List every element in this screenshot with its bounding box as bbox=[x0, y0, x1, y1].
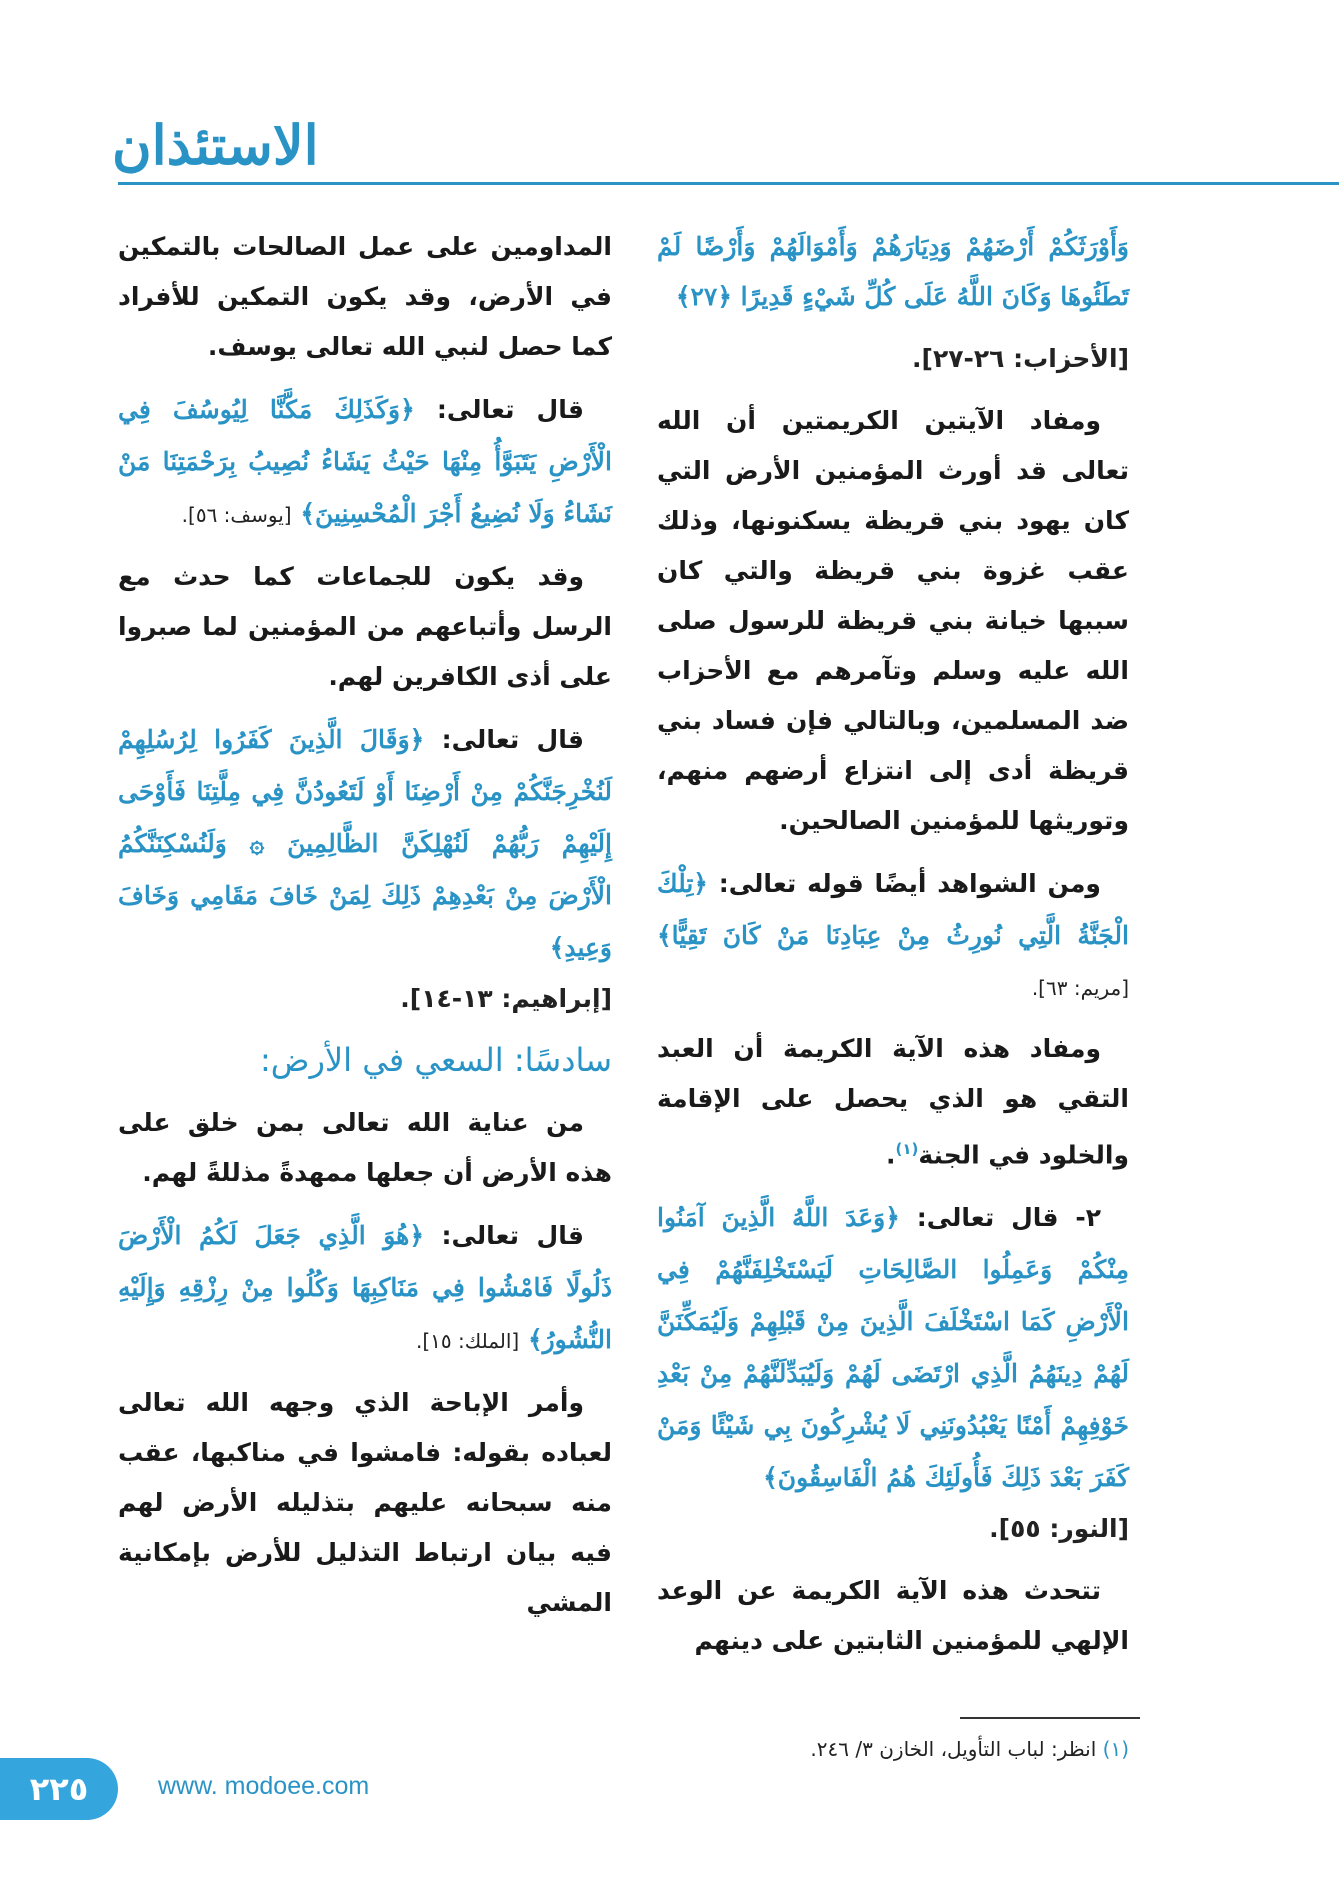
paragraph-text: وأمر الإباحة الذي وجهه الله تعالى لعباده بقوله: فامشوا في مناكبها، عقب منه سبحانه عليهم بتذليله الأرض لهم فيه بيان ارتباط التذليل للأرض بإمكانية المشي bbox=[118, 1388, 612, 1617]
header-rule bbox=[118, 182, 1339, 185]
paragraph-text: ومفاد هذه الآية الكريمة أن العبد التقي هو الذي يحصل على الإقامة والخلود في الجنة bbox=[657, 1034, 1129, 1170]
paragraph bbox=[657, 1192, 1129, 1504]
left-column bbox=[118, 222, 612, 1640]
page-number: ٢٢٥ bbox=[0, 1758, 118, 1820]
footnote-text: انظر: لباب التأويل، الخازن ٣/ ٢٤٦. bbox=[810, 1737, 1097, 1761]
paragraph-text: ٢- قال تعالى: bbox=[916, 1203, 1101, 1233]
footnote-marker[interactable]: (١) bbox=[895, 1140, 919, 1158]
footnote-number: (١) bbox=[1102, 1737, 1129, 1761]
paragraph bbox=[118, 222, 612, 372]
page-title: الاستئذان bbox=[112, 113, 319, 177]
paragraph bbox=[118, 384, 612, 540]
verse-reference: [الأحزاب: ٢٦-٢٧]. bbox=[912, 344, 1129, 373]
paragraph bbox=[657, 396, 1129, 846]
verse-reference: [مريم: ٦٣]. bbox=[1031, 976, 1129, 1000]
quran-verse: ﴿وَكَذَلِكَ مَكَّنَّا لِيُوسُفَ فِي الْأَرْضِ يَتَبَوَّأُ مِنْهَا حَيْثُ يَشَاءُ نُصِيبُ بِرَحْمَتِنَا مَنْ نَشَاءُ وَلَا نُضِيعُ أَجْرَ الْمُحْسِنِينَ﴾ bbox=[118, 395, 612, 528]
paragraph-text: قال تعالى: bbox=[441, 1221, 584, 1250]
verse-reference: [إبراهيم: ١٣-١٤]. bbox=[400, 984, 612, 1013]
paragraph-text: تتحدث هذه الآية الكريمة عن الوعد الإلهي للمؤمنين الثابتين على دينهم bbox=[657, 1576, 1129, 1656]
paragraph bbox=[118, 714, 612, 974]
paragraph-text: من عناية الله تعالى بمن خلق على هذه الأرض أن جعلها ممهدةً مذللةً لهم. bbox=[118, 1108, 612, 1187]
paragraph bbox=[118, 1098, 612, 1198]
website-url[interactable]: www. modoee.com bbox=[158, 1772, 370, 1800]
verse-reference: [يوسف: ٥٦]. bbox=[181, 503, 292, 527]
paragraph-text: وقد يكون للجماعات كما حدث مع الرسل وأتباعهم من المؤمنين لما صبروا على أذى الكافرين لهم. bbox=[118, 562, 612, 691]
verse-reference: [النور: ٥٥]. bbox=[989, 1514, 1129, 1544]
quran-verse: ﴿هُوَ الَّذِي جَعَلَ لَكُمُ الْأَرْضَ ذَلُولًا فَامْشُوا فِي مَنَاكِبِهَا وَكُلُوا مِنْ رِزْقِهِ وَإِلَيْهِ النُّشُورُ﴾ bbox=[118, 1221, 612, 1354]
paragraph bbox=[118, 1210, 612, 1366]
paragraph bbox=[657, 858, 1129, 1012]
paragraph-text: قال تعالى: bbox=[441, 725, 584, 754]
verse-reference: [الملك: ١٥]. bbox=[415, 1329, 520, 1353]
paragraph-text: ومفاد الآيتين الكريمتين أن الله تعالى قد أورث المؤمنين الأرض التي كان يهود بني قريظة يسكنونها، وذلك عقب غزوة بني قريظة والتي كان سببها خيانة بني قريظة للرسول صلى الله عليه وسلم وتآمرهم مع الأحزاب ضد المسلمين، وبالتالي فإن فساد بني قريظة أدى إلى انتزاع أرضهم منهم، وتوريثها للمؤمنين الصالحين. bbox=[657, 406, 1129, 835]
footnote-rule bbox=[960, 1717, 1140, 1719]
quran-verse: ﴿تِلْكَ الْجَنَّةُ الَّتِي نُورِثُ مِنْ عِبَادِنَا مَنْ كَانَ تَقِيًّا﴾ bbox=[657, 869, 1129, 950]
paragraph bbox=[657, 1566, 1129, 1666]
section-heading: سادسًا: السعي في الأرض: bbox=[260, 1041, 612, 1079]
right-column bbox=[657, 222, 1129, 1678]
quran-verse: وَأَوْرَثَكُمْ أَرْضَهُمْ وَدِيَارَهُمْ وَأَمْوَالَهُمْ وَأَرْضًا لَمْ تَطَئُوهَا وَكَانَ اللَّهُ عَلَى كُلِّ شَيْءٍ قَدِيرًا ﴿٢٧﴾ bbox=[657, 232, 1129, 311]
paragraph-text: قال تعالى: bbox=[436, 395, 585, 424]
quran-verse: ﴿وَعَدَ اللَّهُ الَّذِينَ آمَنُوا مِنْكُمْ وَعَمِلُوا الصَّالِحَاتِ لَيَسْتَخْلِفَنَّهُمْ فِي الْأَرْضِ كَمَا اسْتَخْلَفَ الَّذِينَ مِنْ قَبْلِهِمْ وَلَيُمَكِّنَنَّ لَهُمْ دِينَهُمُ الَّذِي ارْتَضَى لَهُمْ وَلَيُبَدِّلَنَّهُمْ مِنْ بَعْدِ خَوْفِهِمْ أَمْنًا يَعْبُدُونَنِي لَا يُشْرِكُونَ بِي شَيْئًا وَمَنْ كَفَرَ بَعْدَ ذَلِكَ فَأُولَئِكَ هُمُ الْفَاسِقُونَ﴾ bbox=[657, 1203, 1130, 1493]
paragraph bbox=[118, 552, 612, 702]
quran-verse: ﴿وَقَالَ الَّذِينَ كَفَرُوا لِرُسُلِهِمْ لَنُخْرِجَنَّكُمْ مِنْ أَرْضِنَا أَوْ لَتَعُودُنَّ فِي مِلَّتِنَا فَأَوْحَى إِلَيْهِمْ رَبُّهُمْ لَنُهْلِكَنَّ الظَّالِمِينَ ۞ وَلَنُسْكِنَنَّكُمُ الْأَرْضَ مِنْ بَعْدِهِمْ ذَلِكَ لِمَنْ خَافَ مَقَامِي وَخَافَ وَعِيدِ﴾ bbox=[118, 725, 612, 962]
paragraph bbox=[118, 1378, 612, 1628]
paragraph: ومفاد هذه الآية الكريمة أن العبد التقي هو الذي يحصل على الإقامة والخلود في الجنة$^{(١)}$. bbox=[657, 1034, 1129, 1170]
paragraph-text: المداومين على عمل الصالحات بالتمكين في الأرض، وقد يكون التمكين للأفراد كما حصل لنبي الله تعالى يوسف. bbox=[118, 232, 612, 361]
paragraph-text: ومن الشواهد أيضًا قوله تعالى: bbox=[718, 869, 1101, 898]
footnote bbox=[657, 1735, 1129, 1763]
